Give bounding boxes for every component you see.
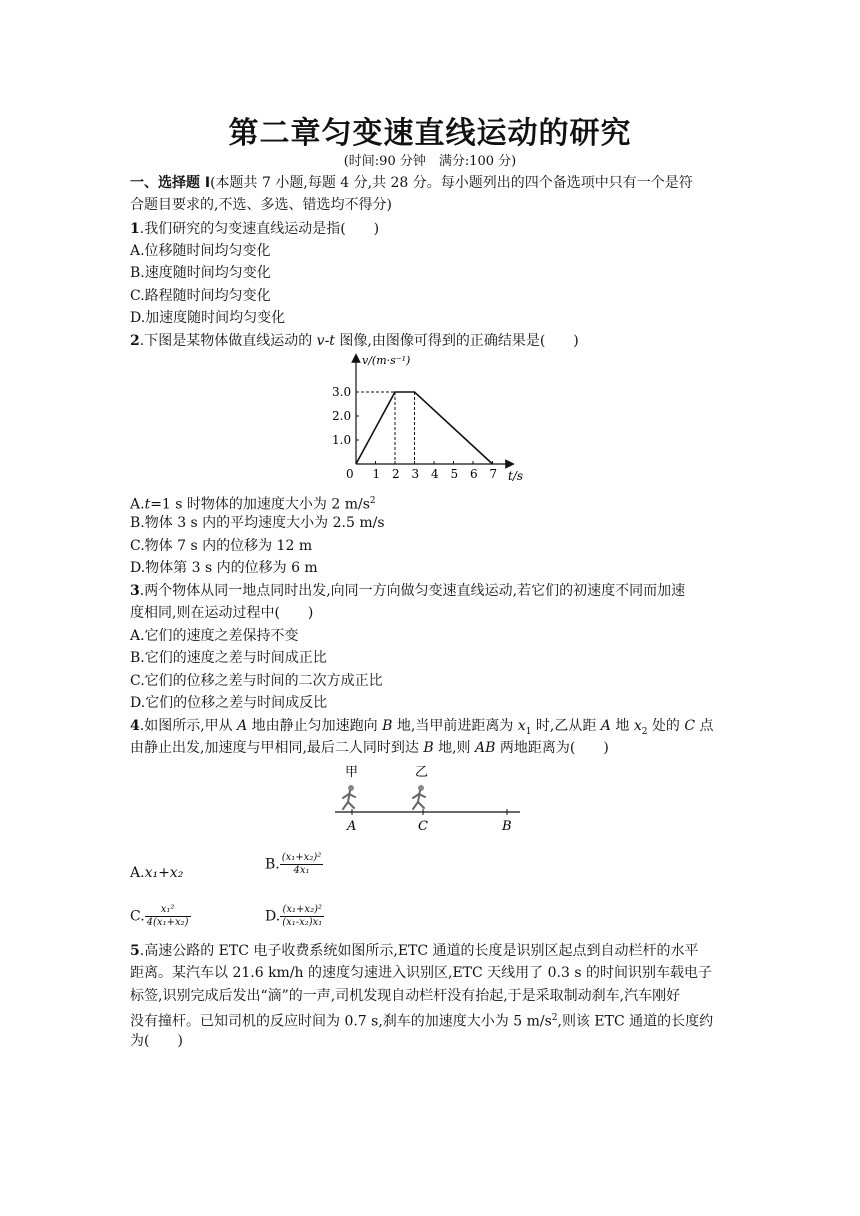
question-text: .两个物体从同一地点同时出发,向同一方向做匀变速直线运动,若它们的初速度不同而加速 (139, 583, 686, 599)
text: 时,乙从距 (531, 718, 601, 734)
label-jia: 甲 (345, 765, 359, 780)
numerator: x₁² (145, 904, 191, 917)
fraction (280, 852, 324, 877)
q1-option-c: C.路程随时间均匀变化 (130, 288, 271, 304)
denominator: (x₁-x₂)x₁ (282, 917, 323, 928)
text: 地,当甲前进距离为 (392, 718, 518, 734)
x-axis-label: t/s (508, 469, 524, 482)
velocity-line (356, 392, 493, 464)
section-heading: 一、选择题 Ⅰ (130, 175, 211, 191)
option-label: B. (265, 856, 280, 873)
q4-option-a (130, 862, 183, 884)
text: 点 (695, 718, 714, 734)
x-tick-label: 4 (431, 467, 439, 481)
q4-option-b (265, 852, 323, 877)
var-x2: x (633, 718, 642, 734)
question-text-a: .下图是某物体做直线运动的 (139, 333, 317, 349)
subscript: 2 (641, 726, 648, 737)
y-axis-label: v/(m·s⁻¹) (362, 354, 411, 367)
text: ,则该 ETC 通道的长度约 (557, 1013, 714, 1030)
numerator: (x₁+x₂)² (280, 904, 324, 917)
question-number: 5 (130, 943, 140, 959)
fraction (280, 904, 324, 929)
runner-yi-icon (413, 785, 425, 809)
question-5-line-3: 标签,识别完成后发出“滴”的一声,司机发现自动栏杆没有抬起,于是采取制动刹车,汽车刚好 (130, 988, 681, 1004)
question-3-stem (130, 580, 730, 602)
point-a: A (600, 718, 611, 734)
text: 地 (610, 718, 634, 734)
question-5-line-2: 距离。某汽车以 21.6 km/h 的速度匀速进入识别区,ETC 天线用了 0.3 s 的时间识别车载电子 (130, 965, 712, 981)
point-b: B (382, 718, 393, 734)
section-header (130, 172, 730, 194)
x-tick-label: 1 (372, 467, 381, 481)
question-number: 3 (130, 583, 140, 599)
q4-option-c (130, 904, 191, 929)
subscript: 1 (525, 726, 532, 737)
q1-option-a: A.位移随时间均匀变化 (130, 243, 271, 259)
text: 地,则 (433, 740, 476, 756)
label-c: C (418, 819, 428, 834)
option-label: A. (130, 496, 145, 513)
question-text: .我们研究的匀变速直线运动是指( ) (139, 221, 380, 237)
question-number: 4 (130, 718, 140, 734)
superscript: 2 (551, 1013, 558, 1023)
label-a: A (347, 819, 357, 834)
runner-diagram (335, 762, 525, 842)
point-b: B (423, 740, 434, 756)
question-number: 2 (130, 333, 140, 349)
text: 两地距离为( ) (495, 740, 609, 756)
option-text: =1 s 时物体的加速度大小为 2 m/s (150, 496, 370, 513)
question-5-line-4 (130, 1007, 730, 1033)
q1-option-b: B.速度随时间均匀变化 (130, 265, 271, 281)
vt-graph (330, 352, 540, 482)
option-label: D. (265, 908, 281, 925)
point-c: C (684, 718, 696, 734)
vt-label: v-t (316, 333, 335, 349)
label-yi: 乙 (415, 765, 429, 780)
question-1-stem (130, 218, 730, 240)
question-5-stem (130, 940, 730, 962)
x-tick-label: 6 (470, 467, 478, 481)
superscript: 2 (369, 496, 376, 506)
page-title: 第二章匀变速直线运动的研究 (228, 116, 632, 151)
question-4-stem-2 (130, 737, 730, 759)
q3-option-d: D.它们的位移之差与时间成反比 (130, 695, 328, 711)
numerator: (x₁+x₂)² (281, 852, 322, 863)
label-b: B (502, 819, 512, 834)
x-tick-label: 7 (489, 467, 498, 481)
var-x1: x (517, 718, 526, 734)
q1-option-d: D.加速度随时间均匀变化 (130, 310, 286, 326)
option-expr: x₁+x₂ (144, 865, 184, 881)
runner-jia-icon (343, 785, 355, 809)
text: 地由静止匀加速跑向 (247, 718, 383, 734)
denominator: 4(x₁+x₂) (146, 917, 189, 928)
q4-option-d (265, 904, 324, 929)
x-tick-label: 5 (450, 467, 459, 481)
text: 处的 (647, 718, 685, 734)
text: .如图所示,甲从 (139, 718, 238, 734)
y-tick-label: 1.0 (332, 433, 352, 447)
q3-option-a: A.它们的速度之差保持不变 (130, 628, 299, 644)
t-var: t (144, 496, 151, 513)
fraction (145, 904, 191, 929)
point-a: A (237, 718, 248, 734)
q3-option-b: B.它们的速度之差与时间成正比 (130, 650, 327, 666)
question-3-stem-2: 度相同,则在运动过程中( ) (130, 605, 314, 621)
option-label: C. (130, 908, 145, 925)
y-tick-label: 2.0 (332, 409, 352, 423)
exam-info: (时间:90 分钟 满分:100 分) (343, 154, 517, 169)
question-number: 1 (130, 221, 140, 237)
text: 没有撞杆。已知司机的反应时间为 0.7 s,刹车的加速度大小为 5 m/s (130, 1013, 552, 1030)
x-tick-label: 3 (411, 467, 420, 481)
question-text-b: 图像,由图像可得到的正确结果是( ) (334, 333, 579, 349)
section-desc-2: 合题目要求的,不选、多选、错选均不得分) (130, 197, 392, 213)
segment-ab: AB (475, 740, 496, 756)
q2-option-b: B.物体 3 s 内的平均速度大小为 2.5 m/s (130, 515, 385, 531)
q2-option-c: C.物体 7 s 内的位移为 12 m (130, 538, 313, 554)
q2-option-d: D.物体第 3 s 内的位移为 6 m (130, 560, 318, 576)
x-tick-label: 2 (392, 467, 400, 481)
question-5-line-5: 为( ) (130, 1033, 183, 1049)
y-tick-label: 3.0 (332, 385, 352, 399)
section-desc-1: (本题共 7 小题,每题 4 分,共 28 分。每小题列出的四个备选项中只有一个是符 (210, 175, 693, 191)
question-2-stem (130, 330, 730, 352)
question-text: .高速公路的 ETC 电子收费系统如图所示,ETC 通道的长度是识别区起点到自动栏杆的水平 (139, 943, 699, 959)
q3-option-c: C.它们的位移之差与时间的二次方成正比 (130, 673, 383, 689)
option-label: A. (130, 865, 145, 881)
text: 由静止出发,加速度与甲相同,最后二人同时到达 (130, 740, 424, 756)
denominator: 4x₁ (293, 865, 310, 876)
x-tick-label: 0 (346, 467, 354, 481)
